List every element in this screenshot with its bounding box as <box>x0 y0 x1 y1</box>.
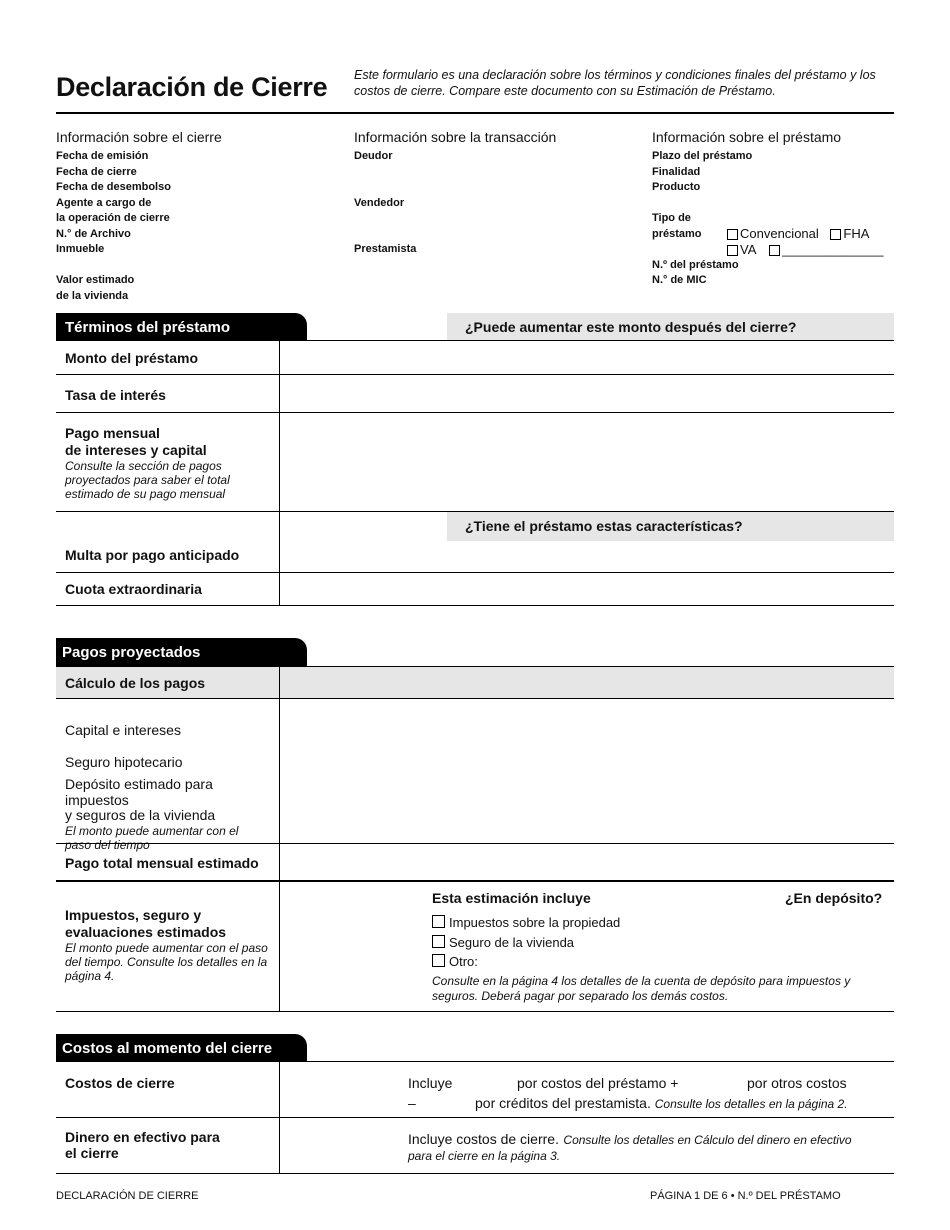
divider <box>56 698 894 699</box>
loan-type-options <box>727 226 884 257</box>
includes-text: Incluye <box>408 1075 453 1091</box>
taxes-label-1: Impuestos, seguro y <box>65 907 202 923</box>
closing-costs-label: Costos de cierre <box>65 1075 175 1091</box>
escrow-label <box>65 777 277 852</box>
intro-text: Este formulario es una declaración sobre los términos y condiciones finales del préstamo y los costos de cierre. Compare este documento con su Estimación de Préstamo. <box>354 68 876 98</box>
checkbox-property-taxes[interactable] <box>432 915 445 928</box>
divider <box>56 412 894 413</box>
field-file-number: N.° de Archivo <box>56 227 131 240</box>
minus-sign: – <box>408 1095 416 1111</box>
divider <box>56 880 894 882</box>
divider <box>56 605 894 606</box>
loan-info-fields <box>652 149 752 289</box>
field-appraised-value-2: de la vivienda <box>56 289 129 302</box>
monthly-payment-label-2: de intereses y capital <box>65 442 207 458</box>
checkbox-other[interactable] <box>432 954 445 967</box>
increase-question: ¿Puede aumentar este monto después del cierre? <box>447 313 894 341</box>
row-prepayment-penalty: Multa por pago anticipado <box>65 547 240 563</box>
option-fha: FHA <box>843 226 870 241</box>
row-balloon-payment: Cuota extraordinaria <box>65 581 202 597</box>
cash-to-close-label <box>65 1130 220 1161</box>
closing-info-heading: Información sobre el cierre <box>56 129 222 145</box>
checkbox-homeowners-insurance[interactable] <box>432 935 445 948</box>
field-loan-type-2: préstamo <box>652 227 702 240</box>
cash-to-close-label-1: Dinero en efectivo para <box>65 1129 220 1145</box>
transaction-info-heading: Información sobre la transacción <box>354 129 557 145</box>
field-seller: Vendedor <box>354 197 405 209</box>
payment-calculation-label: Cálculo de los pagos <box>65 675 206 691</box>
field-property: Inmueble <box>56 243 105 255</box>
field-closing-date: Fecha de cierre <box>56 165 137 178</box>
monthly-payment-note: Consulte la sección de pagos proyectados para saber el total estimado de su pago mensual <box>65 459 230 501</box>
footer-right: PÁGINA 1 DE 6 • N.º DEL PRÉSTAMO <box>650 1190 841 1202</box>
costs-at-closing-tab: Costos al momento del cierre <box>56 1034 307 1062</box>
field-loan-term: Plazo del préstamo <box>652 150 753 162</box>
field-purpose: Finalidad <box>652 165 701 178</box>
row-loan-amount: Monto del préstamo <box>65 350 199 366</box>
divider <box>56 572 894 573</box>
divider <box>56 340 894 341</box>
closing-info-fields <box>56 149 171 304</box>
loan-costs-text: por costos del préstamo + <box>517 1075 679 1091</box>
projected-payments-tab: Pagos proyectados <box>56 638 307 666</box>
header-divider <box>56 112 894 114</box>
field-lender: Prestamista <box>354 243 417 255</box>
field-product: Producto <box>652 181 701 193</box>
taxes-insurance-label <box>65 907 275 983</box>
monthly-payment-label-1: Pago mensual <box>65 425 160 441</box>
escrow-details-note: Consulte en la página 4 los detalles de la cuenta de depósito para impuestos y seguros. Deberá pagar por separado los demás costos. <box>432 974 851 1003</box>
estimate-items <box>432 913 620 972</box>
footer-left: DECLARACIÓN DE CIERRE <box>56 1190 199 1202</box>
field-loan-type-1: Tipo de <box>652 212 691 224</box>
features-question: ¿Tiene el préstamo estas características? <box>447 512 894 541</box>
escrow-note: El monto puede aumentar con el paso del tiempo <box>65 823 239 852</box>
option-other-blank: ______________ <box>782 241 884 257</box>
item-property-taxes: Impuestos sobre la propiedad <box>449 915 621 930</box>
checkbox-other[interactable] <box>769 245 780 256</box>
taxes-note: El monto puede aumentar con el paso del tiempo. Consulte los detalles en la página 4. <box>65 941 268 983</box>
field-settlement-agent-2: la operación de cierre <box>56 212 170 224</box>
field-disbursement-date: Fecha de desembolso <box>56 181 171 193</box>
divider <box>56 1061 894 1062</box>
in-escrow-heading: ¿En depósito? <box>785 890 883 906</box>
estimate-includes-heading: Esta estimación incluye <box>432 890 591 906</box>
field-settlement-agent-1: Agente a cargo de <box>56 196 152 209</box>
row-interest-rate: Tasa de interés <box>65 387 166 403</box>
projected-col-divider <box>279 667 280 1011</box>
total-monthly-payment-label: Pago total mensual estimado <box>65 855 259 871</box>
divider <box>56 843 894 844</box>
item-other: Otro: <box>449 954 478 969</box>
lender-credits-line <box>475 1095 848 1111</box>
divider <box>56 1117 894 1118</box>
row-monthly-payment <box>65 425 275 501</box>
field-issue-date: Fecha de emisión <box>56 150 149 162</box>
cash-note-2: para el cierre en la página 3. <box>408 1149 561 1163</box>
item-homeowners-insurance: Seguro de la vivienda <box>449 934 575 950</box>
see-page-2-note: Consulte los detalles en la página 2. <box>654 1097 848 1111</box>
cash-to-close-details <box>408 1130 852 1163</box>
cash-note-1: Consulte los detalles en Cálculo del dinero en efectivo <box>563 1133 852 1147</box>
checkbox-fha[interactable] <box>830 229 841 240</box>
cash-includes-text: Incluye costos de cierre. <box>408 1131 559 1147</box>
loan-info-heading: Información sobre el préstamo <box>652 129 842 145</box>
field-loan-id: N.º del préstamo <box>652 258 739 271</box>
taxes-label-2: evaluaciones estimados <box>65 924 227 940</box>
loan-terms-tab: Términos del préstamo <box>56 313 307 341</box>
lender-credits-text: por créditos del prestamista. <box>475 1095 651 1111</box>
divider <box>56 1173 894 1174</box>
option-conventional: Convencional <box>740 226 819 241</box>
field-borrower: Deudor <box>354 150 393 162</box>
field-mic: N.° de MIC <box>652 274 707 286</box>
divider <box>56 374 894 375</box>
mortgage-insurance-label: Seguro hipotecario <box>65 754 183 770</box>
loan-terms-col-divider <box>279 341 280 605</box>
principal-interest-label: Capital e intereses <box>65 722 181 738</box>
field-appraised-value-1: Valor estimado <box>56 274 135 286</box>
checkbox-va[interactable] <box>727 245 738 256</box>
option-va: VA <box>740 241 756 257</box>
escrow-label-2: y seguros de la vivienda <box>65 807 216 823</box>
page-title: Declaración de Cierre <box>56 72 328 102</box>
other-costs-text: por otros costos <box>747 1075 847 1091</box>
divider <box>56 1011 894 1012</box>
checkbox-conventional[interactable] <box>727 229 738 240</box>
cash-to-close-label-2: el cierre <box>65 1144 119 1161</box>
escrow-label-1: Depósito estimado para impuestos <box>65 776 213 808</box>
